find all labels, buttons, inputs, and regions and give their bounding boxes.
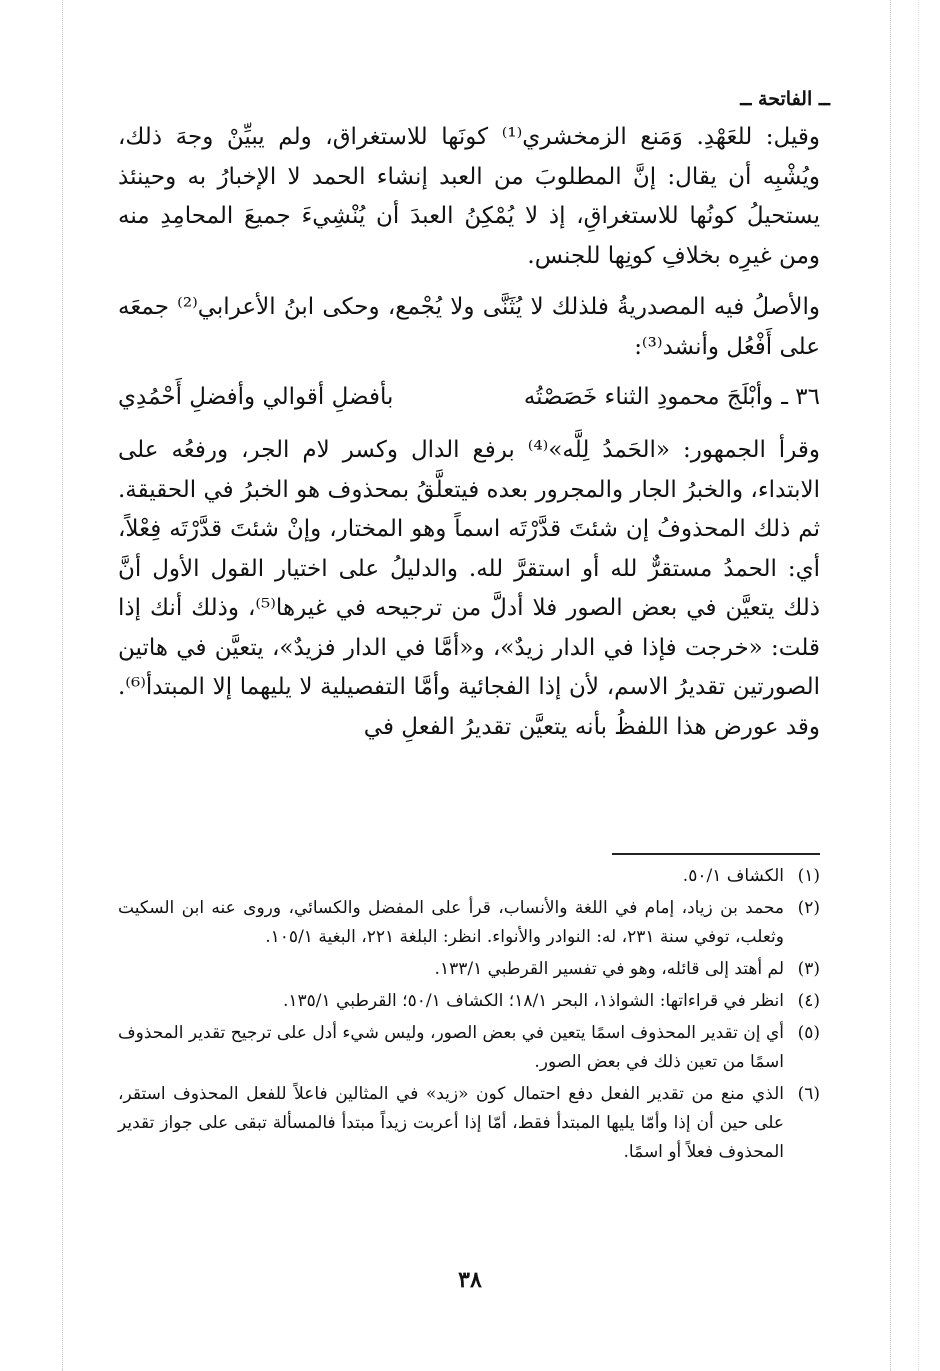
footnote-text: الذي منع من تقدير الفعل دفع احتمال كون «زيد» في المثالين فاعلاً للفعل المحذوف استقر، على حين أن إذا وأمّا يليها المبتدأ فقط، أمّا إذا أعربت زيداً مبتدأ فالمسألة تبقى على جواز تقدير المحذوف فعلاً أو اسمًا. <box>118 1084 784 1162</box>
footnote-number: (١) <box>797 866 820 886</box>
footnote-number: (٤) <box>797 991 820 1011</box>
footnote-5 <box>118 1019 820 1077</box>
footnote-text: محمد بن زياد، إمام في اللغة والأنساب، قرأ على المفضل والكسائي، وروى عنه ابن السكيت وثعلب، توفي سنة ٢٣١، له: النوادر والأنواء. انظر: البلغة ٢٢١، البغية ١٠٥/١. <box>118 898 784 947</box>
footnote-number: (٢) <box>797 898 820 918</box>
verse-number: ٣٦ ـ <box>781 384 820 410</box>
page-number: ٣٨ <box>458 1267 482 1293</box>
footnote-text: أي إن تقدير المحذوف اسمًا يتعين في بعض الصور، وليس شيء أدل على ترجيح تقدير المحذوف اسمًا من تعين ذلك في بعض الصور. <box>118 1023 784 1072</box>
footnote-2 <box>118 894 820 952</box>
paragraph-3: وقرأ الجمهور: «الحَمدُ لِلَّه»⁽⁴⁾ برفع الدال وكسر لام الجر، ورفعُه على الابتداء، والخبرُ الجار والمجرور بعده فيتعلَّقُ بمحذوف هو الخبرُ في الحقيقة. ثم ذلك المحذوفُ إن شئتَ قدَّرْتَه اسماً وهو المختار، وإنْ شئتَ قدَّرْتَه فِعْلاً، أي: الحمدُ مستقرٌّ لله أو استقرَّ لله. والدليلُ على اختيار القول الأول أنَّ ذلك يتعيَّن في بعض الصور فلا أدلَّ من ترجيحه في غيرها⁽⁵⁾، وذلك أنك إذا قلت: «خرجت فإذا في الدار زيدٌ»، و«أمَّا في الدار فزيدٌ»، يتعيَّن في هاتين الصورتين تقديرُ الاسم، لأن إذا الفجائية وأمَّا التفصيلية لا يليهما إلا المبتدأ⁽⁶⁾. وقد عورض هذا اللفظُ بأنه يتعيَّن تقديرُ الفعلِ في <box>118 437 820 740</box>
footnote-text: لم أهتد إلى قائله، وهو في تفسير القرطبي ١٣٣/١. <box>434 959 784 979</box>
main-text <box>118 118 820 747</box>
paragraph-1: وقيل: للعَهْدِ. وَمَنع الزمخشري⁽¹⁾ كونَها للاستغراق، ولم يبيِّنْ وجهَ ذلك، ويُشْبِه أن يقال: إنَّ المطلوبَ من العبد إنشاء الحمد لا الإخبارُ به وحينئذ يستحيلُ كونُها للاستغراقِ، إذ لا يُمْكِنُ العبدَ أن يُنْشِيءَ جميعَ المحامِدِ منه ومن غيرِه بخلافِ كونِها للجنس. <box>118 124 821 269</box>
poetry-verse <box>118 377 820 417</box>
running-header: ــ الفاتحة ــ <box>740 88 830 110</box>
right-dotted-guide <box>890 0 891 1371</box>
footnote-number: (٦) <box>797 1084 820 1104</box>
footnote-separator <box>612 853 820 855</box>
verse-first-hemistich: وأبْلَجَ محمودِ الثناء خَصَصْتُه <box>523 384 774 410</box>
edge-dotted-guide <box>918 0 919 1371</box>
footnote-text: انظر في قراءاتها: الشواذ١، البحر ١٨/١؛ الكشاف ٥٠/١؛ القرطبي ١٣٥/١. <box>282 991 784 1011</box>
footnote-text: الكشاف ٥٠/١. <box>682 866 784 886</box>
footnote-3 <box>118 955 820 984</box>
verse-second-hemistich: بأفضلِ أقوالي وأفضلِ أَحْمُدِي <box>118 384 394 410</box>
footnote-6 <box>118 1080 820 1167</box>
footnote-4 <box>118 987 820 1016</box>
left-dotted-guide <box>62 0 63 1371</box>
footnote-number: (٥) <box>797 1023 820 1043</box>
footnote-1 <box>118 862 820 891</box>
footnote-number: (٣) <box>797 959 820 979</box>
footnotes <box>118 862 820 1170</box>
paragraph-2: والأصلُ فيه المصدريةُ فلذلك لا يُثَنَّى ولا يُجْمع، وحكى ابنُ الأعرابي⁽²⁾ جمعَه على أَفْعُل وأنشد⁽³⁾: <box>118 294 820 360</box>
